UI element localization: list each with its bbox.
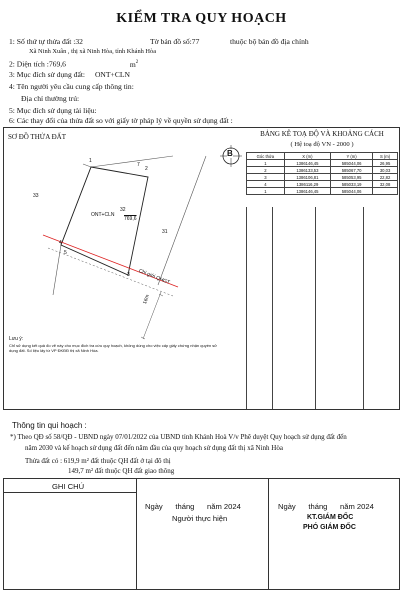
footer-divider-1 <box>136 478 137 590</box>
planning-text-2: năm 2030 và kế hoạch sử dụng đất đến năm đầu của quy hoạch sử dụng đất thị xã Ninh Hòa <box>25 444 283 452</box>
cell <box>373 188 398 195</box>
coords-title: BẢNG KÊ TOẠ ĐỘ VÀ KHOẢNG CÁCH <box>260 130 384 138</box>
director-role-1: KT.GIÁM ĐỐC <box>307 514 354 521</box>
road-label: Chỉ giới QHGT <box>137 268 171 286</box>
cell: 585033,19 <box>331 181 373 188</box>
document-purpose: 5: Mục đích sử dụng tài liệu: <box>9 106 97 115</box>
executor-role: Người thực hiện <box>172 514 228 523</box>
cell: 585053,95 <box>331 174 373 181</box>
cell: 1386146,45 <box>284 188 330 195</box>
cell: 32,08 <box>373 181 398 188</box>
vertex-3: 3 <box>127 272 130 278</box>
cell: 1386106,81 <box>284 174 330 181</box>
cell: 22,82 <box>373 174 398 181</box>
parcel-number: 1: Số thứ tự thửa đất :32 <box>9 37 83 46</box>
address: Xã Ninh Xuân , thị xã Ninh Hòa, tỉnh Khánh Hòa <box>29 48 157 55</box>
table-row <box>247 160 398 167</box>
area <box>9 58 138 69</box>
land-use-label: 3: Mục đích sử dụng đất: <box>9 70 86 79</box>
note-title: Lưu ý: <box>9 336 24 342</box>
cell: 1386133,53 <box>284 167 330 174</box>
planning-heading: Thông tin qui hoạch : <box>12 421 87 430</box>
cell: 1386146,45 <box>284 160 330 167</box>
planning-text-4: 149,7 m² đất thuộc QH đất giao thông <box>68 467 175 475</box>
footer-frame <box>3 478 400 590</box>
cell: 585067,70 <box>331 167 373 174</box>
vertex-1: 1 <box>89 158 92 164</box>
vertex-4: 4 <box>59 240 62 246</box>
footer-divider-2 <box>268 478 269 590</box>
vertex-2: 2 <box>145 166 148 172</box>
coords-header: Y (m) <box>331 153 373 160</box>
cell: 585044,06 <box>331 160 373 167</box>
coords-subtitle: ( Hệ toạ độ VN - 2000 ) <box>290 141 354 148</box>
compass-letter: B <box>227 149 233 158</box>
cell: 3 <box>247 174 285 181</box>
land-use-value: ONT+CLN <box>94 70 131 79</box>
residence: Địa chỉ thường trú: <box>21 94 80 103</box>
road-width: 16m <box>142 293 151 306</box>
table-row <box>247 167 398 174</box>
coords-header: S (m) <box>373 153 398 160</box>
coords-header-row <box>247 153 398 160</box>
coords-header: Góc thửa <box>247 153 285 160</box>
table-row <box>247 174 398 181</box>
coords-table <box>246 152 398 195</box>
date-executor: Ngày tháng năm 2024 <box>145 502 241 511</box>
area-text: 2: Diện tích :769,6 <box>9 59 66 69</box>
planning-text-3: Thửa đất có : 619,9 m² đất thuộc QH đất ở tại đô thị <box>25 457 171 465</box>
table-row <box>247 181 398 188</box>
cell: 4 <box>247 181 285 188</box>
director-role-2: PHÓ GIÁM ĐỐC <box>303 524 356 531</box>
cell: 2 <box>247 167 285 174</box>
boundary-left-ext <box>83 164 91 167</box>
parcel-number-map: 32 <box>120 207 126 213</box>
cell: 1386116,29 <box>284 181 330 188</box>
vertex-5: 5 <box>64 250 67 256</box>
neighbor-33: 33 <box>33 193 39 199</box>
notes-heading: GHI CHÚ <box>52 482 85 491</box>
area-unit: m <box>129 59 136 69</box>
cell: 1 <box>247 188 285 195</box>
parcel-land-use: ONT+CLN <box>91 212 115 218</box>
planning-text-1: *) Theo QĐ số 58/QĐ - UBND ngày 07/01/2022 của UBND tỉnh Khánh Hoà V/v Phê duyệt Quy hoạch sử dụng đất đến <box>10 433 347 441</box>
cell: 585044,06 <box>331 188 373 195</box>
cell: 1 <box>247 160 285 167</box>
footer-header-line <box>3 492 136 493</box>
requester: 4: Tên người yêu cầu cung cấp thông tin: <box>9 82 134 91</box>
parcel-drawing <box>3 127 243 410</box>
map-set: thuộc bộ bản đồ địa chính <box>230 37 309 46</box>
table-row <box>247 188 398 195</box>
map-heading: SƠ ĐỒ THỬA ĐẤT <box>8 133 66 141</box>
changes: 6: Các thay đổi của thửa đất so với giấy tờ pháp lý về quyền sử dụng đất : <box>9 116 233 125</box>
cell: 26,95 <box>373 160 398 167</box>
map-sheet: Tờ bản đồ số:77 <box>150 37 200 46</box>
neighbor-7: 7 <box>137 162 140 168</box>
page-title: KIỂM TRA QUY HOẠCH <box>116 11 287 26</box>
land-use <box>9 70 130 79</box>
parcel-area-map: 769,6 <box>124 216 137 222</box>
area-unit-sup: 2 <box>135 60 139 65</box>
boundary-top-ext <box>91 156 173 167</box>
boundary-right-ext <box>158 156 206 285</box>
note-text: Chỉ sử dụng kết quả đo vẽ này cho mục đích tra cứu quy hoạch, không dùng cho việc cấp giấy chứng nhận quyền sử dụng đất. Số liệu lấy từ VP ĐKĐĐ thị xã Ninh Hòa. <box>9 343 217 353</box>
date-director: Ngày tháng năm 2024 <box>278 502 374 511</box>
coords-table-tail <box>246 207 398 409</box>
coords-header: X (m) <box>284 153 330 160</box>
neighbor-31: 31 <box>162 229 168 235</box>
cell: 30,03 <box>373 167 398 174</box>
